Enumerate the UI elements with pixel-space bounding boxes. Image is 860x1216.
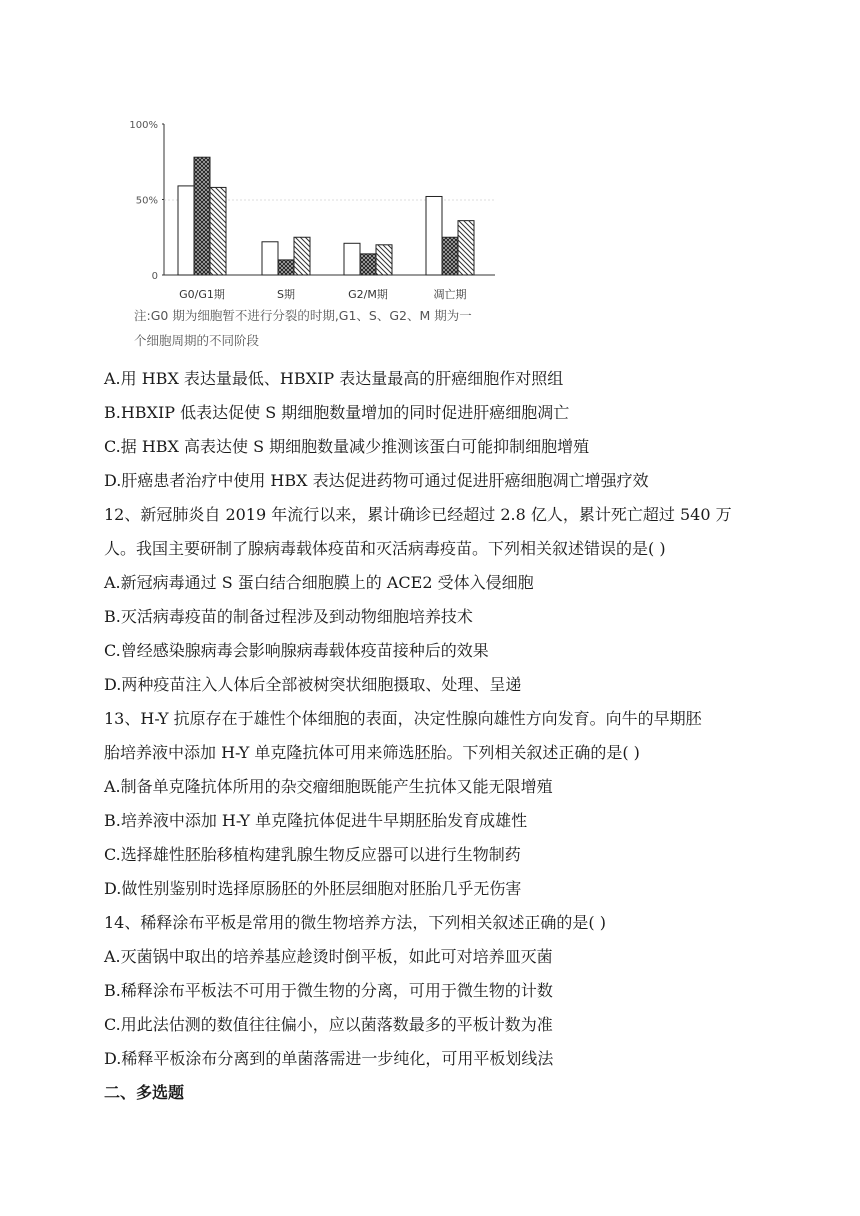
- q11-option-d: D.肝癌患者治疗中使用 HBX 表达促进药物可通过促进肝癌细胞凋亡增强疗效: [104, 471, 649, 490]
- q12-option-a: A.新冠病毒通过 S 蛋白结合细胞膜上的 ACE2 受体入侵细胞: [104, 573, 534, 592]
- bar: [360, 254, 376, 275]
- bar: [194, 157, 210, 275]
- chart-note-line-1: 注:G0 期为细胞暂不进行分裂的时期,G1、S、G2、M 期为一: [134, 308, 472, 323]
- q12-stem-line-2: 人。我国主要研制了腺病毒载体疫苗和灭活病毒疫苗。下列相关叙述错误的是( ): [104, 539, 666, 558]
- q11-option-a: A.用 HBX 表达量最低、HBXIP 表达量最高的肝癌细胞作对照组: [104, 369, 564, 388]
- bar: [178, 186, 194, 275]
- bar: [210, 187, 226, 275]
- q11-option-c: C.据 HBX 高表达使 S 期细胞数量减少推测该蛋白可能抑制细胞增殖: [104, 437, 590, 456]
- x-tick-label: G0/G1期: [179, 288, 225, 301]
- bar: [344, 243, 360, 275]
- y-tick-label: 100%: [129, 120, 158, 131]
- q13-stem-line-2: 胎培养液中添加 H-Y 单克隆抗体可用来筛选胚胎。下列相关叙述正确的是( ): [104, 743, 640, 762]
- q13-option-a: A.制备单克隆抗体所用的杂交瘤细胞既能产生抗体又能无限增殖: [104, 777, 553, 796]
- bar: [458, 221, 474, 275]
- bar: [262, 242, 278, 275]
- bar: [376, 245, 392, 275]
- q14-option-c: C.用此法估测的数值往往偏小，应以菌落数最多的平板计数为准: [104, 1015, 553, 1034]
- q13-stem-line-1: 13、H-Y 抗原存在于雄性个体细胞的表面，决定性腺向雄性方向发育。向牛的早期胚: [104, 709, 702, 728]
- bar: [442, 237, 458, 275]
- chart-note-line-2: 个细胞周期的不同阶段: [134, 333, 260, 348]
- q13-option-d: D.做性别鉴别时选择原肠胚的外胚层细胞对胚胎几乎无伤害: [104, 879, 522, 898]
- question-content: [104, 362, 754, 1110]
- q11-option-b: B.HBXIP 低表达促使 S 期细胞数量增加的同时促进肝癌细胞凋亡: [104, 403, 570, 422]
- section-title: 二、多选题: [104, 1083, 185, 1102]
- x-tick-label: G2/M期: [348, 288, 388, 301]
- bar-chart-figure: [120, 112, 510, 352]
- bar: [426, 196, 442, 275]
- q13-option-c: C.选择雄性胚胎移植构建乳腺生物反应器可以进行生物制药: [104, 845, 521, 864]
- q12-option-c: C.曾经感染腺病毒会影响腺病毒载体疫苗接种后的效果: [104, 641, 489, 660]
- q14-option-a: A.灭菌锅中取出的培养基应趁烫时倒平板，如此可对培养皿灭菌: [104, 947, 553, 966]
- q12-option-b: B.灭活病毒疫苗的制备过程涉及到动物细胞培养技术: [104, 607, 473, 626]
- bar-chart: [120, 112, 510, 302]
- bar: [294, 237, 310, 275]
- bar: [278, 260, 294, 275]
- x-tick-label: S期: [277, 288, 295, 301]
- y-tick-label: 0: [151, 271, 158, 282]
- y-tick-label: 50%: [135, 195, 158, 207]
- q12-stem-line-1: 12、新冠肺炎自 2019 年流行以来，累计确诊已经超过 2.8 亿人，累计死亡超过 540 万: [104, 505, 732, 524]
- q12-option-d: D.两种疫苗注入人体后全部被树突状细胞摄取、处理、呈递: [104, 675, 522, 694]
- q14-option-d: D.稀释平板涂布分离到的单菌落需进一步纯化，可用平板划线法: [104, 1049, 554, 1068]
- q14-stem-line-1: 14、稀释涂布平板是常用的微生物培养方法，下列相关叙述正确的是( ): [104, 913, 606, 932]
- q13-option-b: B.培养液中添加 H-Y 单克隆抗体促进牛早期胚胎发育成雄性: [104, 811, 528, 830]
- x-tick-label: 凋亡期: [433, 288, 467, 301]
- q14-option-b: B.稀释涂布平板法不可用于微生物的分离，可用于微生物的计数: [104, 981, 553, 1000]
